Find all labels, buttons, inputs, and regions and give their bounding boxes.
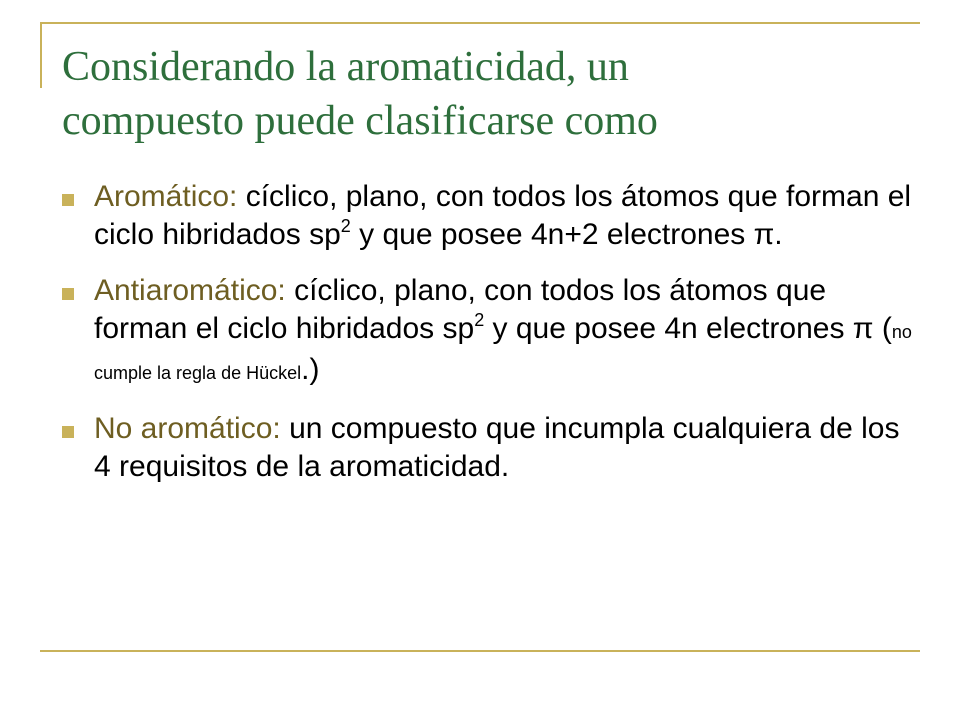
bullet-list — [62, 178, 912, 504]
square-bullet-icon — [62, 194, 74, 206]
hueckel-note: no cumple la regla de Hückel — [94, 322, 912, 383]
item-term: No aromático: — [94, 412, 281, 445]
item-term: Aromático: — [94, 180, 238, 213]
item-body-end: .) — [301, 353, 320, 386]
item-body: cíclico, plano, con todos los átomos que forman el ciclo hibridados sp — [94, 180, 912, 251]
square-bullet-icon — [62, 288, 74, 300]
list-item-no-aromatico — [62, 410, 912, 486]
item-text — [94, 272, 912, 392]
list-item-antiaromatico — [62, 272, 912, 392]
title-line-2: compuesto puede clasificarse como — [62, 98, 658, 144]
square-bullet-icon — [62, 426, 74, 438]
bottom-rule — [40, 650, 920, 652]
item-body: un compuesto que incumpla cualquiera de los 4 requisitos de la aromaticidad. — [94, 412, 900, 483]
superscript: 2 — [340, 216, 351, 236]
item-text — [94, 410, 912, 486]
left-rule — [40, 22, 42, 88]
item-body-end: y que posee 4n+2 electrones π. — [350, 218, 783, 251]
list-item-aromatico — [62, 178, 912, 254]
item-text — [94, 178, 912, 254]
title-line-1: Considerando la aromaticidad, un — [62, 44, 629, 90]
item-body: cíclico, plano, con todos los átomos que forman el ciclo hibridados sp — [94, 274, 827, 345]
item-body-mid: y que posee 4n electrones π ( — [484, 312, 892, 345]
item-term: Antiaromático: — [94, 274, 286, 307]
slide-title — [62, 40, 902, 148]
superscript: 2 — [474, 310, 485, 330]
top-rule — [40, 22, 920, 24]
